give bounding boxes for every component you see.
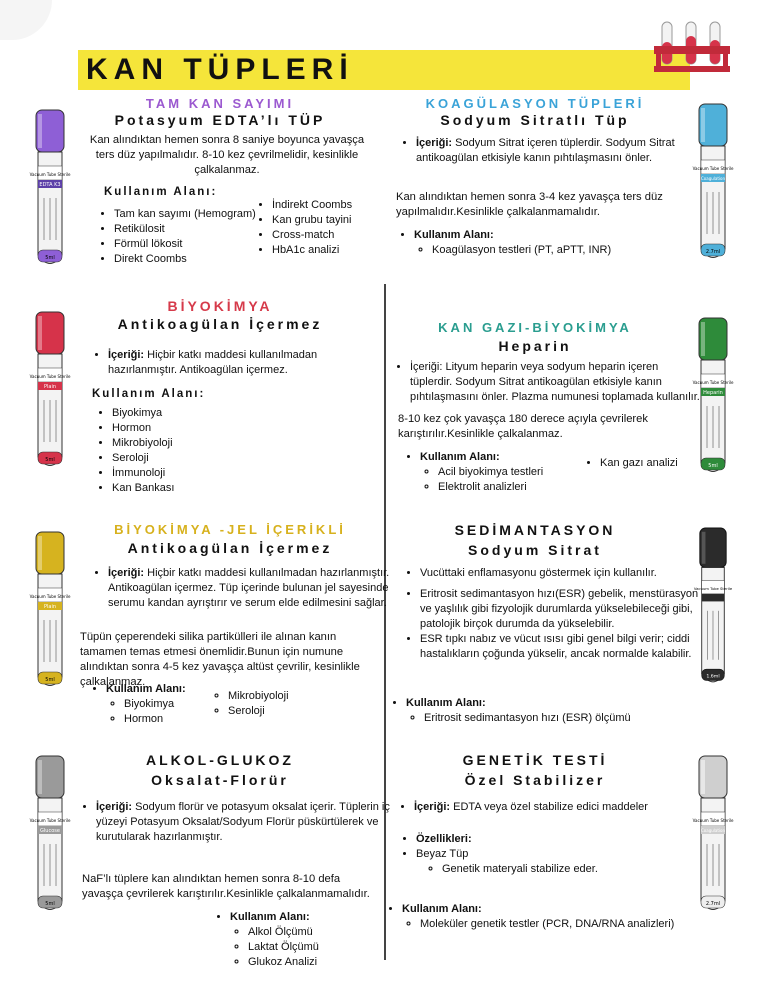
list-item: ◦ Alkol Ölçümü [248,925,380,940]
list-item: ◦ Koagülasyon testleri (PT, aPTT, INR) [432,243,684,258]
list-item: • Kullanım Alanı: ◦ Alkol Ölçümü ◦ Laktat Ölçümü ◦ Glukoz Analizi [230,910,380,970]
list-item: ◦ Eritrosit sedimantasyon hızı (ESR) ölçümü [424,711,696,726]
koag-title: KOAGÜLASYON TÜPLERİ [425,96,645,111]
koag-usage-list [414,243,684,258]
gaz-subtitle: Heparin [498,338,572,354]
svg-text:2.7ml: 2.7ml [705,901,721,907]
list-item: • Mikrobiyoloji [112,436,252,451]
svg-text:Plain: Plain [43,384,57,390]
svg-text:Coagulation: Coagulation [701,828,725,833]
list-item: • Vucüttaki enflamasyonu göstermek için kullanılır. [420,566,700,581]
list-item: • Kan grubu tayini [272,213,392,228]
list-item: • Kan gazı analizi [600,456,700,471]
list-item: • Cross-match [272,228,392,243]
list-item: • Özellikleri: [416,832,686,847]
biyo-title: BİYOKİMYA [167,298,273,314]
list-item: ◦ Genetik materyali stabilize eder. [442,862,686,877]
list-item: • İndirekt Coombs [272,198,392,213]
alkol-subtitle: Oksalat-Florür [151,772,289,788]
svg-text:5ml: 5ml [45,255,55,261]
tam-title: TAM KAN SAYIMI [145,96,295,111]
list-item: ◦ Glukoz Analizi [248,955,380,970]
biyo-content [92,348,388,378]
gen-subtitle: Özel Stabilizer [464,772,606,788]
list-item: • Direkt Coombs [114,252,274,267]
plain-tube-icon [29,312,71,472]
svg-text:2.7ml: 2.7ml [705,249,721,255]
svg-text:Vacuum Tube Sterile: Vacuum Tube Sterile [692,818,734,823]
gen-features-sub [416,862,686,877]
gen-title: GENETİK TESTİ [462,752,608,768]
gel-tube-icon [29,532,71,692]
gaz-usage-list [420,465,590,495]
list-item: • Kullanım Alanı: ◦ Moleküler genetik testler (PCR, DNA/RNA analizleri) [402,902,702,932]
svg-text:5ml: 5ml [45,457,55,463]
svg-text:Vacuum Tube Sterile: Vacuum Tube Sterile [29,374,71,379]
svg-text:Vacuum Tube Sterile: Vacuum Tube Sterile [692,380,734,385]
tam-usage-label: Kullanım Alanı: [104,186,218,198]
koag-usage [398,228,684,258]
tam-description: Kan alındıktan hemen sonra 8 saniye boyunca yavaşça ters düz yapılmalıdır. 8-10 kez çevrilmelidir, kesinlikle çalkalanmaz. [89,134,365,176]
list-item: • Kullanım Alanı: ◦ Acil biyokimya testleri ◦ Elektrolit analizleri [420,450,590,495]
svg-text:Coagulation: Coagulation [701,176,725,181]
alkol-title: ALKOL-GLUKOZ [146,752,294,768]
list-item: ◦ Elektrolit analizleri [438,480,590,495]
svg-text:1.6ml: 1.6ml [706,674,720,680]
list-item: • Kan Bankası [112,481,252,496]
column-divider [384,284,386,960]
alkol-content [80,800,396,845]
tam-usage-list-2 [256,198,392,258]
glucose-tube-icon [29,756,71,916]
genetic-tube-icon [692,756,734,916]
citrate-tube-icon [692,104,734,264]
list-item: • Förmül lökosit [114,237,274,252]
gaz-title: KAN GAZI-BİYOKİMYA [438,320,632,335]
list-item: • Kullanım Alanı: ◦ Eritrosit sedimantasyon hızı (ESR) ölçümü [406,696,696,726]
svg-text:Plain: Plain [43,604,57,610]
svg-text:Vacuum Tube Sterile: Vacuum Tube Sterile [29,818,71,823]
list-item: ◦ Acil biyokimya testleri [438,465,590,480]
koag-content-item: • İçeriği: Sodyum Sitrat içeren tüplerdir. Sodyum Sitrat antikoagülan etkisiyle kanın pıhtılaşmasını önler. [416,136,688,166]
svg-text:5ml: 5ml [45,677,55,683]
biyo-subtitle: Antikoagülan İçermez [117,316,323,332]
list-item: • Hormon [112,421,252,436]
list-item: ◦ Laktat Ölçümü [248,940,380,955]
sed-usage [390,696,696,726]
gen-features [400,832,686,877]
alkol-usage [214,910,380,970]
gen-usage [386,902,702,932]
svg-text:Vacuum Tube Sterile: Vacuum Tube Sterile [29,594,71,599]
gen-content [398,800,704,815]
jel-subtitle: Antikoagülan İçermez [127,540,333,556]
tam-subtitle: Potasyum EDTA’lı TÜP [114,112,326,128]
jel-usage-list-1 [106,697,226,727]
list-item: ◦ Moleküler genetik testler (PCR, DNA/RNA analizleri) [420,917,702,932]
list-item: • ESR tıpkı nabız ve vücut ısısı gibi genel bilgi verir; ciddi hastalıkların çoğunda yükselir, ancak normalde kalabilir. [420,632,700,662]
svg-text:Glucose: Glucose [40,828,60,834]
list-item: • Beyaz Tüp ◦ Genetik materyali stabilize eder. [416,847,686,877]
koag-description: Kan alındıktan hemen sonra 3-4 kez yavaşça ters düz yapılmalıdır.Kesinlikle çalkalanmamalıdır. [396,191,663,218]
svg-text:5ml: 5ml [708,463,718,469]
biyo-usage-label: Kullanım Alanı: [92,388,206,400]
gen-content-item: • İçeriği: EDTA veya özel stabilize edici maddeler [414,800,704,815]
list-item: ◦ Seroloji [228,704,348,719]
corner-decoration [0,0,52,40]
tam-usage-list-1 [98,207,274,267]
alkol-usage-list [230,925,380,970]
svg-text:Vacuum Tube Sterile: Vacuum Tube Sterile [29,172,71,177]
svg-text:Vacuum Tube Sterile: Vacuum Tube Sterile [693,587,733,592]
list-item: • Tam kan sayımı (Hemogram) [114,207,274,222]
gaz-description: 8-10 kez çok yavaşça 180 derece açıyla çevrilerek karıştırılır.Kesinlikle çalkalanmaz. [398,413,648,440]
list-item: • Seroloji [112,451,252,466]
edta-tube-icon [29,110,71,270]
list-item: • Retikülosit [114,222,274,237]
sed-usage-list [406,711,696,726]
list-item: ◦ Mikrobiyoloji [228,689,348,704]
esr-tube-icon [693,528,733,688]
list-item: • Kullanım Alanı: ◦ Koagülasyon testleri (PT, aPTT, INR) [414,228,684,258]
jel-description: Tüpün çeperendeki silika partikülleri ile alınan kanın tamamen temas etmesi önemlidir.Bunun için numune alındıktan sonra 4-5 kez yavaşça altüst çevrilir, kesinlikle çalkalanmaz. [80,631,360,688]
gaz-usage [404,450,590,495]
list-item: • HbA1c analizi [272,243,392,258]
gaz-extra [584,456,700,471]
svg-text:5ml: 5ml [45,901,55,907]
jel-usage [90,682,226,727]
biyo-usage-list [96,406,252,496]
jel-content-item: • İçeriği: Hiçbir katkı maddesi kullanılmadan hazırlanmıştır. Antikoagülan içermez. Tüp içerinde bulunan jel sayesinde serumu kandan ayrıştırır ve serum elde edilmesini sağlar. [108,566,394,611]
gaz-content [394,360,702,405]
svg-text:EDTA K3: EDTA K3 [39,182,61,188]
list-item: ◦ Hormon [124,712,226,727]
page-title: KAN TÜPLERİ [86,53,354,86]
test-tube-rack-icon [652,16,732,76]
gen-usage-list [402,917,702,932]
biyo-content-item: • İçeriği: Hiçbir katkı maddesi kullanılmadan hazırlanmıştır. Antikoagülan içermez. [108,348,388,378]
alkol-content-item: • İçeriği: Sodyum florür ve potasyum oksalat içerir. Tüplerin iç yüzeyi Potasyum Oksalat/Sodyum Florür püskürtülerek ve kurutularak hazırlanmıştır. [96,800,396,845]
svg-text:Heparin: Heparin [703,390,723,396]
sed-subtitle: Sodyum Sitrat [468,542,602,558]
jel-usage-list-2 [212,689,348,719]
sed-bullets [404,566,700,662]
jel-title: BİYOKİMYA -JEL İÇERİKLİ [114,522,346,537]
alkol-description: NaF’lı tüplere kan alındıktan hemen sonra 8-10 defa yavaşça çevrilerek karıştırılır.Kesinlikle çalkalanmamalıdır. [82,873,370,900]
jel-content [92,566,394,611]
list-item: • Kullanım Alanı: ◦ Biyokimya ◦ Hormon [106,682,226,727]
gaz-content-item: • İçeriği: Lityum heparin veya sodyum heparin içeren tüplerdir. Sodyum Sitrat antikoagülan etkisiyle kanın pıhtılaşmasını önler. Plazma numunesi toplamada kullanılır. [410,360,702,405]
koag-content [400,136,688,166]
list-item: • İmmunoloji [112,466,252,481]
list-item: • Biyokimya [112,406,252,421]
svg-text:Vacuum Tube Sterile: Vacuum Tube Sterile [692,166,734,171]
koag-subtitle: Sodyum Sitratlı Tüp [440,112,630,128]
list-item: • Eritrosit sedimantasyon hızı(ESR) gebelik, menstürasyon ve yaşlılık gibi fizyolojik durumlarda yükselebileceği gibi, patolojik birçok durumda da yükselebilir. [420,587,700,632]
sed-title: SEDİMANTASYON [454,522,616,538]
list-item: ◦ Biyokimya [124,697,226,712]
